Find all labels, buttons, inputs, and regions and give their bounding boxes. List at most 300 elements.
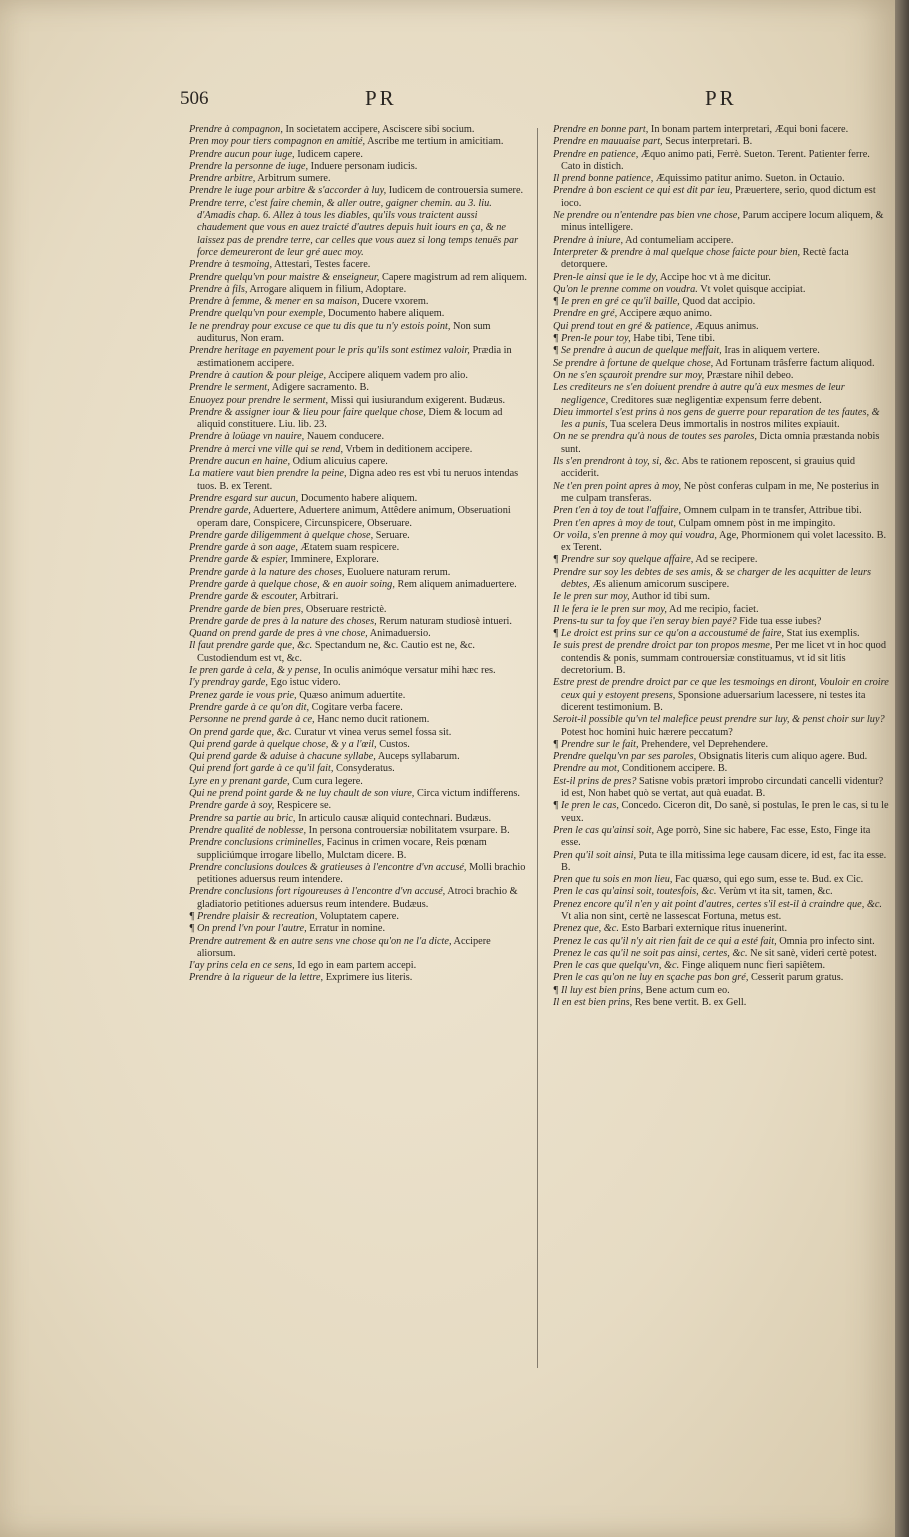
french-phrase: Prendre au mot, [553, 763, 620, 775]
latin-translation: Author id tibi sum. [631, 591, 710, 603]
latin-translation: Prehendere, vel Deprehendere. [641, 738, 769, 750]
dictionary-entry [189, 136, 527, 148]
french-phrase: Prendre garde à quelque chose, & en auoir soing, [189, 578, 395, 590]
dictionary-entry [553, 997, 891, 1009]
latin-translation: Iudicem de controuersia sumere. [388, 185, 524, 197]
latin-translation: Age porrò, Sine sic habere, Fac esse, Esto, Finge ita esse. [561, 824, 871, 849]
french-phrase: ¶ Le droict est prins sur ce qu'on a accoustumé de faire, [553, 628, 785, 640]
dictionary-entry [189, 825, 527, 837]
french-phrase: ¶ Ie pren le cas, [553, 800, 619, 812]
latin-translation: Potest hoc homini huic hærere peccatum? [561, 726, 733, 738]
dictionary-entry [553, 616, 891, 628]
french-phrase: Prendre esgard sur aucun, [189, 492, 299, 504]
dictionary-entry [189, 702, 527, 714]
dictionary-entry [553, 800, 891, 825]
latin-translation: In persona controuersiæ nobilitatem vsurpare. B. [308, 824, 510, 836]
latin-translation: Attestari, Testes facere. [274, 259, 371, 271]
latin-translation: Respicere se. [276, 800, 332, 812]
dictionary-entry [189, 960, 527, 972]
latin-translation: Euoluere naturam rerum. [347, 566, 451, 578]
french-phrase: Prendre garde de pres à la nature des choses, [189, 615, 377, 627]
latin-translation: Fac quæso, qui ego sum, esse te. Bud. ex Cic. [675, 874, 864, 886]
page-number: 506 [180, 88, 209, 109]
column-divider [537, 128, 538, 1368]
latin-translation: Ne sit sanè, videri certè potest. [750, 947, 877, 959]
latin-translation: Documento habere aliquem. [300, 492, 418, 504]
latin-translation: Consyderatus. [336, 763, 395, 775]
running-head-left: PR [365, 86, 397, 110]
latin-translation: Vrbem in deditionem accipere. [345, 443, 473, 455]
french-phrase: Ne prendre ou n'entendre pas bien vne chose, [553, 210, 740, 222]
latin-translation: Erratur in nomine. [309, 923, 386, 935]
french-phrase: Qui prend fort garde à ce qu'il fait, [189, 763, 334, 775]
french-phrase: Prendre heritage en payement pour le pris qu'ils sont estimez valoir, [189, 345, 470, 357]
latin-translation: Exprimere ius literis. [325, 972, 413, 984]
dictionary-entry [189, 198, 527, 259]
french-phrase: Prendre quelqu'vn pour maistre & enseigneur, [189, 271, 380, 283]
latin-translation: Spectandum ne, &c. Cautio est ne, &c. Custodiendum est vt, &c. [197, 640, 475, 664]
french-phrase: Prendre le iuge pour arbitre & s'accorder à luy, [189, 185, 387, 197]
french-phrase: Prendre garde à soy, [189, 800, 275, 812]
book-gutter-edge [895, 0, 909, 1537]
dictionary-entry [553, 677, 891, 714]
latin-translation: Circa victum indifferens. [416, 788, 520, 800]
dictionary-entry [553, 345, 891, 357]
french-phrase: Prendre garde, [189, 505, 251, 517]
french-phrase: Prendre la personne de iuge, [189, 160, 309, 172]
french-phrase: La matiere vaut bien prendre la peine, [189, 468, 347, 480]
dictionary-entry [553, 185, 891, 210]
dictionary-entry [189, 727, 527, 739]
french-phrase: Prendre à femme, & mener en sa maison, [189, 296, 360, 308]
french-phrase: Prendre sa partie au bric, [189, 812, 296, 824]
dictionary-entry [189, 665, 527, 677]
french-phrase: ¶ Prendre sur soy quelque affaire, [553, 554, 694, 566]
latin-translation: Æquo animo pati, Ferrè. Sueton. Terent. Patienter ferre. Cato in distich. [561, 148, 870, 172]
latin-translation: Sponsione aduersarium lacessere, ni testes ita dicerent testimonium. B. [561, 689, 866, 713]
dictionary-entry [553, 149, 891, 174]
latin-translation: Voluptatem capere. [319, 911, 399, 922]
french-phrase: Ils s'en prendront à toy, si, &c. [553, 456, 680, 468]
dictionary-entry [189, 149, 527, 161]
dictionary-entry [553, 948, 891, 960]
french-phrase: Prendre à compagnon, [189, 124, 283, 135]
latin-translation: Iras in aliquem vertere. [724, 345, 820, 357]
dictionary-entry [189, 788, 527, 800]
french-phrase: Prendre garde à ce qu'on dit, [189, 701, 310, 713]
french-phrase: Il faut prendre garde que, &c. [189, 640, 313, 652]
dictionary-entry [189, 272, 527, 284]
latin-translation: Induere personam iudicis. [310, 160, 418, 172]
french-phrase: Prendre garde à son aage, [189, 542, 298, 554]
latin-translation: Diem & locum ad aliquid constituere. Liu. lib. 23. [197, 406, 503, 431]
french-phrase: Quand on prend garde de pres à vne chose, [189, 628, 368, 640]
latin-translation: Concedo. Ciceron dit, Do sanè, si postulas, Ie pren le cas, si tu le veux. [561, 800, 889, 824]
french-phrase: Prenez que, &c. [553, 923, 619, 935]
latin-translation: Quod dat accipio. [682, 296, 756, 308]
dictionary-entry [189, 628, 527, 640]
latin-translation: Puta te illa mitissima lege causam dicere, id est, fac ita esse. B. [561, 849, 887, 873]
latin-translation: Ad me recipio, faciet. [669, 603, 759, 615]
dictionary-entry [553, 554, 891, 566]
dictionary-entry [189, 567, 527, 579]
french-phrase: Pren le cas que quelqu'vn, &c. [553, 960, 680, 972]
latin-translation: Parum accipere locum aliquem, & minus intelligere. [561, 210, 884, 234]
latin-translation: Rerum naturam studiosè intueri. [379, 615, 512, 627]
dictionary-entry [553, 272, 891, 284]
dictionary-entry [189, 382, 527, 394]
french-phrase: Prendre à merci vne ville qui se rend, [189, 443, 344, 455]
latin-translation: Ego istuc videro. [270, 677, 341, 689]
dictionary-entry [553, 886, 891, 898]
dictionary-entry [189, 296, 527, 308]
dictionary-entry [189, 591, 527, 603]
dictionary-entry [553, 874, 891, 886]
french-phrase: Prendre garde & escouter, [189, 591, 298, 603]
latin-translation: Curatur vt vinea verus semel fossa sit. [294, 726, 452, 738]
dictionary-entry [189, 911, 527, 923]
french-phrase: Personne ne prend garde à ce, [189, 714, 315, 726]
french-phrase: Prendre en patience, [553, 148, 639, 160]
dictionary-entry [553, 321, 891, 333]
dictionary-entry [553, 173, 891, 185]
french-phrase: Prendre conclusions doulces & gratieuses à l'encontre d'vn accusé, [189, 861, 467, 873]
french-phrase: Prenez le cas qu'il ne soit pas ainsi, certes, &c. [553, 947, 748, 959]
french-phrase: Prendre aucun pour iuge, [189, 148, 295, 160]
dictionary-entry [553, 382, 891, 407]
dictionary-entry [553, 518, 891, 530]
dictionary-entry [189, 751, 527, 763]
dictionary-entry [189, 161, 527, 173]
dictionary-entry [189, 616, 527, 628]
dictionary-entry [189, 714, 527, 726]
dictionary-entry [189, 370, 527, 382]
dictionary-entry [189, 493, 527, 505]
dictionary-entry [189, 124, 527, 136]
latin-translation: Missi qui iusiurandum exigerent. Budæus. [330, 394, 506, 406]
french-phrase: Il prend bonne patience, [553, 173, 654, 185]
dictionary-entry [553, 567, 891, 592]
latin-translation: Culpam omnem pòst in me impingito. [678, 517, 836, 529]
latin-translation: Aduertere, Aduertere animum, Attêdere animum, Obseruationi operam dare, Conspicere, Circunspicere, Obseruare. [197, 505, 511, 529]
french-phrase: Prendre garde à la nature des choses, [189, 566, 345, 578]
latin-translation: Stat ius exemplis. [786, 628, 860, 640]
french-phrase: Pren t'en apres à moy de tout, [553, 517, 676, 529]
dictionary-entry [189, 972, 527, 984]
french-phrase: Pren le cas qu'ainsi soit, [553, 824, 655, 836]
dictionary-entry [189, 554, 527, 566]
latin-translation: Ducere vxorem. [362, 296, 429, 308]
dictionary-entry [553, 640, 891, 677]
dictionary-entry [553, 308, 891, 320]
dictionary-entry [553, 370, 891, 382]
latin-translation: Tua scelera Deus immortalis in nostros milites expiauit. [610, 419, 840, 431]
latin-translation: Bene actum cum eo. [645, 984, 730, 996]
french-phrase: ¶ Il luy est bien prins, [553, 984, 644, 996]
latin-translation: Rem aliquem animaduertere. [397, 578, 517, 590]
latin-translation: Accipere æquo animo. [619, 308, 713, 320]
french-phrase: Ie suis prest de prendre droict par ton propos mesme, [553, 640, 773, 652]
latin-translation: In societatem accipere, Asciscere sibi socium. [285, 124, 475, 135]
latin-translation: Cogitare verba facere. [311, 701, 403, 713]
french-phrase: ¶ Prendre sur le fait, [553, 738, 639, 750]
french-phrase: Prendre à fils, [189, 283, 248, 295]
french-phrase: Prendre à loüage vn nauire, [189, 431, 305, 443]
dictionary-entry [189, 259, 527, 271]
french-phrase: Qui ne prend point garde & ne luy chault de son viure, [189, 788, 415, 800]
french-phrase: Qu'on le prenne comme on voudra. [553, 283, 698, 295]
french-phrase: Estre prest de prendre droict par ce que les tesmoings en diront, Vouloir en croire ceux qui y estoyent presens, [553, 677, 889, 701]
latin-translation: Capere magistrum ad rem aliquem. [381, 271, 527, 283]
french-phrase: Prendre & assigner iour & lieu pour faire quelque chose, [189, 406, 426, 418]
latin-translation: Iudicem capere. [297, 148, 363, 160]
dictionary-entry [553, 714, 891, 739]
french-phrase: Prendre à caution & pour pleige, [189, 369, 327, 381]
latin-translation: Res bene vertit. B. ex Gell. [634, 997, 747, 1009]
french-phrase: Ne t'en pren point apres à moy, [553, 480, 682, 492]
latin-translation: Ad se recipere. [695, 554, 758, 566]
french-phrase: ¶ Prendre plaisir & recreation, [189, 911, 318, 922]
dictionary-entry [189, 308, 527, 320]
dictionary-entry [189, 763, 527, 775]
french-phrase: Prenez le cas qu'il n'y ait rien fait de ce qui a esté fait, [553, 935, 777, 947]
dictionary-entry [553, 985, 891, 997]
latin-translation: Æquissimo patitur animo. Sueton. in Octauio. [655, 173, 845, 185]
french-phrase: Pren le cas qu'ainsi soit, toutesfois, &c. [553, 886, 717, 898]
french-phrase: Interpreter & prendre à mal quelque chose faicte pour bien, [553, 246, 801, 258]
dictionary-entry [189, 813, 527, 825]
latin-translation: Quæso animum aduertite. [299, 689, 406, 701]
latin-translation: Documento habere aliquem. [327, 308, 445, 320]
french-phrase: ¶ Pren-le pour toy, [553, 333, 631, 345]
latin-translation: Accipere aliorsum. [197, 935, 491, 959]
french-phrase: Prenez garde ie vous prie, [189, 689, 297, 701]
dictionary-entry [553, 247, 891, 272]
latin-translation: Habe tibi, Tene tibi. [633, 333, 715, 345]
dictionary-entry [189, 431, 527, 443]
dictionary-entry [553, 850, 891, 875]
french-phrase: Prendre le serment, [189, 382, 270, 394]
dictionary-entry [189, 640, 527, 665]
latin-translation: Obseruare restrictè. [305, 603, 387, 615]
french-phrase: ¶ Se prendre à aucun de quelque meffait, [553, 345, 722, 357]
french-phrase: Pren t'en à toy de tout l'affaire, [553, 505, 682, 517]
french-phrase: Prendre quelqu'vn pour exemple, [189, 308, 326, 320]
french-phrase: Prendre à iniure, [553, 234, 624, 246]
dictionary-entry [553, 505, 891, 517]
latin-translation: Esto Barbari externique ritus inuenerint. [621, 923, 788, 935]
latin-translation: Abs te rationem reposcent, si grauius quid acciderit. [561, 456, 856, 480]
latin-translation: Non sum auditurus, Non eram. [197, 320, 491, 345]
latin-translation: Accipere aliquem vadem pro alio. [328, 369, 468, 381]
latin-translation: Æs alienum amicorum suscipere. [592, 578, 730, 590]
french-phrase: Il le fera ie le pren sur moy, [553, 603, 668, 615]
french-phrase: Prendre garde & espier, [189, 554, 288, 566]
dictionary-entry [553, 751, 891, 763]
dictionary-entry [189, 936, 527, 961]
dictionary-entry [189, 185, 527, 197]
latin-translation: Præuertere, serio, quod dictum est ioco. [561, 185, 876, 209]
french-phrase: Ie ne prendray pour excuse ce que tu dis que tu n'y estois point, [189, 320, 451, 332]
french-phrase: Prendre terre, c'est faire chemin, & aller outre, gaigner chemin. au 3. liu. d'Amadis chap. 6. Allez à tous les diables, qu'ils vous traictent aussi chaudement que vous en auez traicté d'autres depuis huit iours en ça, & ne laissez pas de prendre terre, car celles que vous auez si long temps tenuës par force demeureront de leur gré auec moy. [189, 197, 519, 258]
dictionary-entry [189, 468, 527, 493]
french-phrase: ¶ On prend l'vn pour l'autre, [189, 923, 307, 935]
dictionary-entry [553, 923, 891, 935]
french-phrase: Prendre conclusions criminelles, [189, 837, 325, 849]
latin-translation: Vt alia non sint, certè ne lassescat Fortuna, metus est. [561, 911, 782, 922]
dictionary-entry [189, 444, 527, 456]
french-phrase: Qui prend tout en gré & patience, [553, 320, 693, 332]
dictionary-entry [189, 776, 527, 788]
dictionary-entry [189, 530, 527, 542]
latin-translation: Vt volet quisque accipiat. [700, 283, 806, 295]
french-phrase: Prendre à bon escient ce qui est dit par ieu, [553, 185, 733, 197]
french-phrase: Seroit-il possible qu'vn tel malefice peust prendre sur luy, & penst choir sur luy? [553, 714, 885, 726]
dictionary-entry [189, 284, 527, 296]
dictionary-entry [553, 358, 891, 370]
french-phrase: Prendre en bonne part, [553, 124, 649, 135]
dictionary-entry [553, 296, 891, 308]
latin-translation: Cum cura legere. [292, 775, 363, 787]
dictionary-entry [553, 407, 891, 432]
french-phrase: Prens-tu sur ta foy que i'en seray bien payé? [553, 615, 737, 627]
latin-translation: Per me licet vt in hoc quod contendis & ponis, summam controuersiæ constituamus, vt id sit litis decretorium. B. [561, 640, 886, 677]
latin-translation: Facinus in crimen vocare, Reis pœnam suppliciúmque irrogare libello, Mulctam dicere. B. [197, 837, 487, 861]
french-phrase: Prendre aucun en haine, [189, 456, 291, 468]
latin-translation: Ætatem suam respicere. [300, 542, 400, 554]
dictionary-entry [189, 579, 527, 591]
french-phrase: Prendre garde diligemment à quelque chose, [189, 529, 374, 541]
latin-translation: Odium alicuius capere. [292, 456, 388, 468]
latin-translation: Finge aliquem nunc fieri sapiêtem. [681, 960, 826, 972]
dictionary-entry [189, 886, 527, 911]
latin-translation: Accipe hoc vt à me dicitur. [659, 271, 771, 283]
dictionary-entry [553, 899, 891, 924]
latin-translation: Imminere, Explorare. [290, 554, 379, 566]
latin-translation: Prædia in æstimationem accipere. [197, 345, 512, 369]
french-phrase: Prendre arbitre, [189, 173, 256, 185]
french-phrase: Lyre en y prenant garde, [189, 775, 290, 787]
latin-translation: Ascribe me tertium in amicitiam. [367, 136, 504, 148]
dictionary-entry [189, 677, 527, 689]
french-phrase: Ie pren garde à cela, & y pense, [189, 665, 321, 677]
dictionary-entry [189, 800, 527, 812]
latin-translation: Creditores suæ negligentiæ expensum ferre debent. [610, 394, 822, 406]
french-phrase: On prend garde que, &c. [189, 726, 292, 738]
dictionary-entry [189, 345, 527, 370]
french-phrase: Les crediteurs ne s'en doiuent prendre à autre qu'à eux mesmes de leur negligence, [553, 382, 845, 406]
french-phrase: Pren que tu sois en mon lieu, [553, 874, 673, 886]
dictionary-entry [553, 739, 891, 751]
dictionary-entry [553, 456, 891, 481]
dictionary-entry [189, 923, 527, 935]
dictionary-entry [189, 173, 527, 185]
latin-translation: In oculis animóque versatur mihi hæc res. [323, 665, 496, 677]
dictionary-entry [189, 321, 527, 346]
french-phrase: ¶ Ie pren en gré ce qu'il baille, [553, 296, 680, 308]
latin-translation: Arrogare aliquem in filium, Adoptare. [249, 283, 407, 295]
french-phrase: Pren-le ainsi que ie le dy, [553, 271, 658, 283]
french-phrase: Pren moy pour tiers compagnon en amitié, [189, 136, 366, 148]
dictionary-entry [553, 136, 891, 148]
latin-translation: Id ego in eam partem accepi. [297, 960, 417, 972]
french-phrase: Prendre garde de bien pres, [189, 603, 304, 615]
dictionary-entry [189, 690, 527, 702]
dictionary-entry [553, 333, 891, 345]
latin-translation: Age, Phormionem qui volet lacessito. B. ex Terent. [561, 529, 887, 554]
french-phrase: Prenez encore qu'il n'en y ait point d'autres, certes s'il est-il à craindre que, &c. [553, 898, 882, 910]
latin-translation: Fide tua esse iubes? [739, 615, 822, 627]
french-phrase: Prendre en mauuaise part, [553, 136, 663, 148]
dictionary-entry [189, 862, 527, 887]
latin-translation: Adigere sacramento. B. [271, 382, 369, 394]
french-phrase: Qui prend garde & aduise à chacune syllabe, [189, 751, 376, 763]
french-phrase: Qui prend garde à quelque chose, & y a l'œil, [189, 738, 377, 750]
latin-translation: Cesserit parum gratus. [751, 972, 844, 984]
french-phrase: I'ay prins cela en ce sens, [189, 960, 295, 972]
french-phrase: Est-il prins de pres? [553, 775, 637, 787]
latin-translation: Obsignatis literis cum aliquo agere. Bud. [698, 751, 868, 763]
running-head-right: PR [705, 86, 737, 110]
dictionary-entry [553, 972, 891, 984]
latin-translation: Æquus animus. [695, 320, 759, 332]
latin-translation: Satisne vobis prætori improbo circundati cancelli videntur? id est, Non habet quò se vertat, aut quà euadat. B. [561, 775, 884, 800]
latin-translation: Secus interpretari. B. [665, 136, 753, 148]
french-phrase: Prendre conclusions fort rigoureuses à l'encontre d'vn accusé, [189, 886, 446, 898]
dictionary-entry [553, 960, 891, 972]
latin-translation: Digna adeo res est vbi tu neruos intendas tuos. B. ex Terent. [197, 468, 519, 492]
latin-translation: Ad contumeliam accipere. [625, 234, 734, 246]
french-phrase: Prendre quelqu'vn par ses paroles, [553, 751, 697, 763]
latin-translation: Verùm vt ita sit, tamen, &c. [718, 886, 833, 898]
dictionary-entry [553, 776, 891, 801]
french-phrase: Il en est bien prins, [553, 997, 633, 1009]
french-phrase: I'y prendray garde, [189, 677, 268, 689]
dictionary-entry [553, 763, 891, 775]
dictionary-entry [189, 604, 527, 616]
latin-translation: Arbitrari. [299, 591, 339, 603]
latin-translation: Seruare. [375, 529, 410, 541]
dictionary-entry [553, 284, 891, 296]
dictionary-entry [553, 936, 891, 948]
latin-translation: Hanc nemo ducit rationem. [317, 714, 430, 726]
french-phrase: Prendre en gré, [553, 308, 618, 320]
dictionary-entry [189, 395, 527, 407]
latin-translation: Præstare nihil debeo. [706, 369, 794, 381]
latin-translation: In bonam partem interpretari, Æqui boni facere. [650, 124, 849, 135]
dictionary-entry [189, 505, 527, 530]
french-phrase: Prendre qualité de noblesse, [189, 824, 307, 836]
dictionary-entry [189, 739, 527, 751]
latin-translation: Dicta omnia præstanda nobis sunt. [561, 431, 880, 455]
latin-translation: Molli brachio petitiones aduersus reum intendere. [197, 861, 526, 886]
latin-translation: Omnia pro infecto sint. [779, 935, 875, 947]
dictionary-entry [553, 591, 891, 603]
french-phrase: Prendre à la rigueur de la lettre, [189, 972, 324, 984]
french-phrase: On ne s'en sçauroit prendre sur moy, [553, 369, 705, 381]
dictionary-entry [189, 407, 527, 432]
dictionary-entry [189, 542, 527, 554]
dictionary-entry [553, 235, 891, 247]
latin-translation: Conditionem accipere. B. [622, 763, 728, 775]
dictionary-entry [189, 456, 527, 468]
latin-translation: Omnem culpam in te transfer, Attribue tibi. [683, 505, 862, 517]
french-phrase: Se prendre à fortune de quelque chose, [553, 357, 714, 369]
dictionary-entry [553, 825, 891, 850]
french-phrase: Pren le cas qu'on ne luy en sçache pas bon gré, [553, 972, 749, 984]
french-phrase: Pren qu'il soit ainsi, [553, 849, 637, 861]
latin-translation: Ne pòst conferas culpam in me, Ne posterius in me culpam transferas. [561, 480, 880, 504]
